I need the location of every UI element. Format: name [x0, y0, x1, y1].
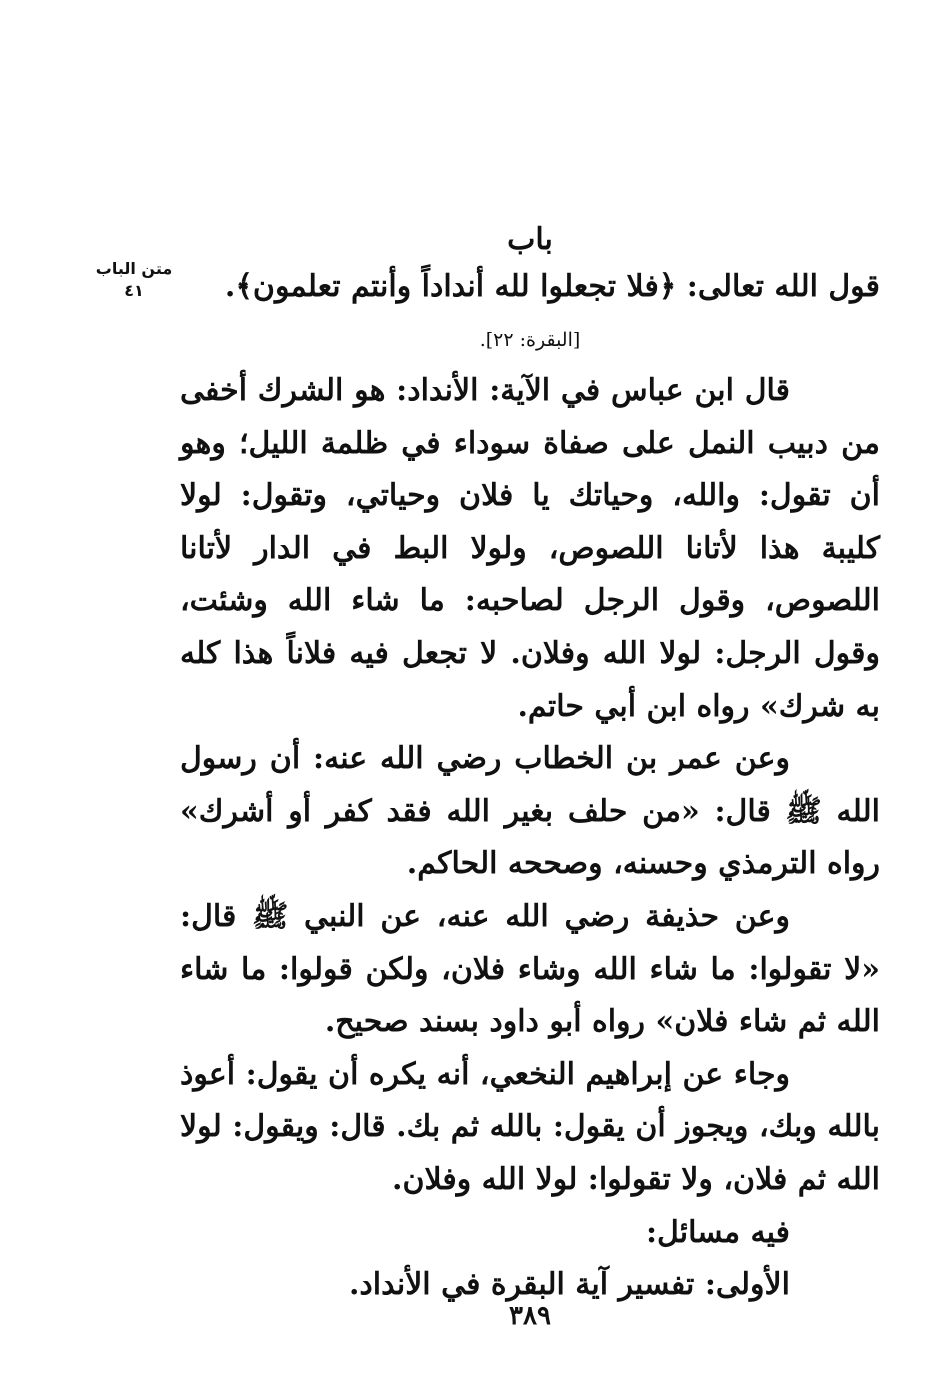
margin-note-label: متن الباب: [95, 259, 173, 278]
page-number: ٣٨٩: [509, 1301, 551, 1331]
chapter-title: باب: [507, 222, 553, 257]
paragraph-umar: وعن عمر بن الخطاب رضي الله عنه: أن رسول الله ﷺ قال: «من حلف بغير الله فقد كفر أو أشرك» رواه الترمذي وحسنه، وصححه الحاكم.: [180, 741, 880, 882]
paragraph-nakhai: وجاء عن إبراهيم النخعي، أنه يكره أن يقول: أعوذ بالله وبك، ويجوز أن يقول: بالله ثم بك. قال: ويقول: لولا الله ثم فلان، ولا تقولوا: لولا الله وفلان.: [180, 1056, 880, 1197]
issues-heading: فيه مسائل:: [645, 1214, 790, 1250]
margin-note-number: ٤١: [124, 281, 144, 300]
chapter-verse: قول الله تعالى: ﴿فلا تجعلوا لله أنداداً وأنتم تعلمون﴾.: [224, 269, 880, 304]
verse-reference: [البقرة: ٢٢].: [479, 329, 581, 351]
margin-note: [94, 258, 174, 302]
paragraph-hudhayfa: وعن حذيفة رضي الله عنه، عن النبي ﷺ قال: «لا تقولوا: ما شاء الله وشاء فلان، ولكن قولوا: ما شاء الله ثم شاء فلان» رواه أبو داود بسند صحيح.: [180, 898, 880, 1040]
issue-item-first: الأولى: تفسير آية البقرة في الأنداد.: [348, 1267, 790, 1303]
body-text: [180, 365, 880, 1312]
paragraph-ibn-abbas: قال ابن عباس في الآية: الأنداد: هو الشرك أخفى من دبيب النمل على صفاة سوداء في ظلمة الليل؛ وهو أن تقول: والله، وحياتك يا فلان وحياتي، وتقول: لولا كليبة هذا لأتانا اللصوص، ولولا البط في الدار لأتانا اللصوص، وقول الرجل لصاحبه: ما شاء الله وشئت، وقول الرجل: لولا الله وفلان. لا تجعل فيه فلاناً هذا كله به شرك» رواه ابن أبي حاتم.: [180, 373, 880, 724]
